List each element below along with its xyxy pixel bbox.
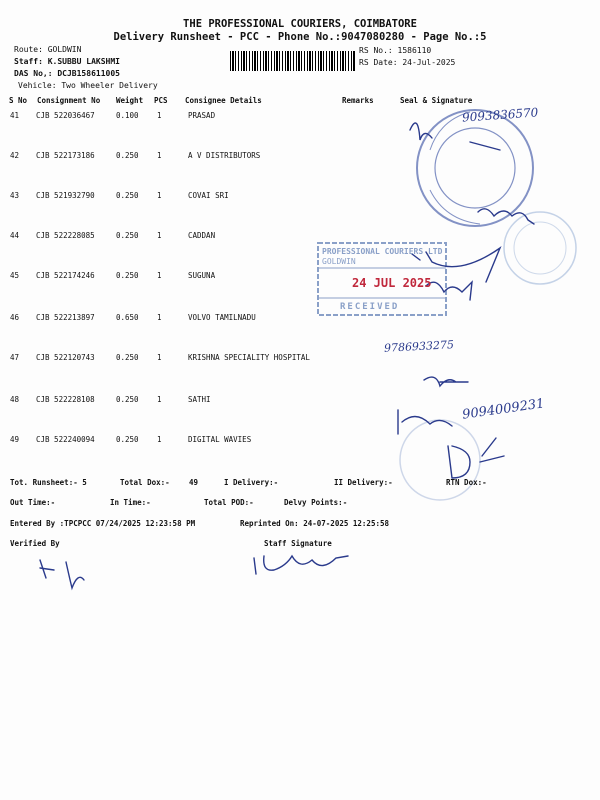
handwritten-phone-3: 9094009231 bbox=[461, 396, 546, 423]
row-weight: 0.250 bbox=[116, 231, 139, 240]
row-sno: 46 bbox=[10, 313, 20, 322]
row-pcs: 1 bbox=[157, 313, 162, 322]
row-pcs: 1 bbox=[157, 231, 162, 240]
row-pcs: 1 bbox=[157, 151, 162, 160]
signature-tick bbox=[470, 142, 500, 150]
col-pcs: PCS bbox=[154, 96, 168, 105]
row-weight: 0.250 bbox=[116, 435, 139, 444]
signature-row-48b bbox=[398, 410, 452, 434]
row-sno: 45 bbox=[10, 271, 20, 280]
row-sno: 49 bbox=[10, 435, 20, 444]
col-sno: S No bbox=[9, 96, 28, 105]
stamp-top-text: PROFESSIONAL COURIERS LTD bbox=[322, 247, 443, 256]
total-dox-label: Total Dox:- bbox=[120, 478, 170, 487]
signature-row-45 bbox=[426, 282, 472, 300]
row-sno: 48 bbox=[10, 395, 20, 404]
row-consignment: CJB 522240094 bbox=[36, 435, 95, 444]
stamp-date: 24 JUL 2025 bbox=[352, 276, 432, 290]
row-pcs: 1 bbox=[157, 435, 162, 444]
faint-seal-lower bbox=[400, 420, 480, 500]
col-consignment: Consignment No bbox=[37, 96, 101, 105]
row-consignment: CJB 522228085 bbox=[36, 231, 95, 240]
vehicle-label: Vehicle: Two Wheeler Delivery bbox=[18, 81, 158, 90]
row-consignee: SUGUNA bbox=[188, 271, 216, 280]
col-seal-signature: Seal & Signature bbox=[400, 96, 473, 105]
entered-by: Entered By :TPCPCC 07/24/2025 12:23:58 PM bbox=[10, 519, 196, 528]
in-time: In Time:- bbox=[110, 498, 151, 507]
row-pcs: 1 bbox=[157, 271, 162, 280]
row-pcs: 1 bbox=[157, 395, 162, 404]
row-weight: 0.250 bbox=[116, 395, 139, 404]
das-label: DAS No,: DCJB158611005 bbox=[14, 69, 120, 78]
row-consignment: CJB 522174246 bbox=[36, 271, 95, 280]
faint-seal bbox=[504, 212, 576, 284]
row-weight: 0.250 bbox=[116, 151, 139, 160]
row-sno: 42 bbox=[10, 151, 20, 160]
row-weight: 0.250 bbox=[116, 191, 139, 200]
row-consignment: CJB 522173186 bbox=[36, 151, 95, 160]
i-delivery: I Delivery:- bbox=[224, 478, 279, 487]
reprinted-on: Reprinted On: 24-07-2025 12:25:58 bbox=[240, 519, 390, 528]
row-sno: 41 bbox=[10, 111, 20, 120]
total-dox-value: 49 bbox=[189, 478, 199, 487]
row-consignment: CJB 522036467 bbox=[36, 111, 95, 120]
delvy-points: Delvy Points:- bbox=[284, 498, 348, 507]
rs-date: RS Date: 24-Jul-2025 bbox=[359, 58, 456, 67]
ii-delivery: II Delivery:- bbox=[334, 478, 393, 487]
row-consignment: CJB 522120743 bbox=[36, 353, 95, 362]
row-consignee: COVAI SRI bbox=[188, 191, 229, 200]
row-consignee: KRISHNA SPECIALITY HOSPITAL bbox=[188, 353, 310, 362]
row-pcs: 1 bbox=[157, 191, 162, 200]
row-weight: 0.100 bbox=[116, 111, 139, 120]
verified-by-label: Verified By bbox=[10, 539, 60, 548]
out-time: Out Time:- bbox=[10, 498, 56, 507]
row-consignment: CJB 521932790 bbox=[36, 191, 95, 200]
row-consignee: A V DISTRIBUTORS bbox=[188, 151, 261, 160]
col-remarks: Remarks bbox=[342, 96, 374, 105]
round-seal bbox=[417, 110, 533, 226]
handwritten-phone-2: 9786933275 bbox=[383, 338, 455, 355]
staff-signature-label: Staff Signature bbox=[264, 539, 332, 548]
signature-row-48 bbox=[424, 377, 468, 386]
staff-handwritten-signature bbox=[254, 556, 348, 574]
rs-number: RS No.: 1586110 bbox=[359, 46, 432, 55]
row-consignee: VOLVO TAMILNADU bbox=[188, 313, 256, 322]
staff-label: Staff: K.SUBBU LAKSHMI bbox=[14, 57, 120, 66]
faint-seal-inner bbox=[514, 222, 566, 274]
row-consignee: PRASAD bbox=[188, 111, 216, 120]
rtn-dox: RTN Dox:- bbox=[446, 478, 487, 487]
stamp-sub-text: GOLDWIN bbox=[322, 257, 356, 266]
col-consignee: Consignee Details bbox=[185, 96, 262, 105]
row-weight: 0.650 bbox=[116, 313, 139, 322]
row-consignment: CJB 522213897 bbox=[36, 313, 95, 322]
route-label: Route: GOLDWIN bbox=[14, 45, 82, 54]
row-pcs: 1 bbox=[157, 353, 162, 362]
total-pod: Total POD:- bbox=[204, 498, 254, 507]
row-weight: 0.250 bbox=[116, 353, 139, 362]
row-sno: 43 bbox=[10, 191, 20, 200]
col-weight: Weight bbox=[116, 96, 144, 105]
row-sno: 44 bbox=[10, 231, 20, 240]
row-consignment: CJB 522228108 bbox=[36, 395, 95, 404]
handwritten-phone-1: 9093836570 bbox=[461, 105, 539, 125]
runsheet-subtitle: Delivery Runsheet - PCC - Phone No.:9047080280 - Page No.:5 bbox=[113, 31, 487, 43]
stamp-bottom-text: RECEIVED bbox=[340, 302, 400, 312]
row-pcs: 1 bbox=[157, 111, 162, 120]
tot-runsheet: Tot. Runsheet:- 5 bbox=[10, 478, 87, 487]
row-weight: 0.250 bbox=[116, 271, 139, 280]
row-sno: 47 bbox=[10, 353, 20, 362]
row-consignee: CADDAN bbox=[188, 231, 216, 240]
verified-signature bbox=[40, 560, 84, 588]
row-consignee: SATHI bbox=[188, 395, 211, 404]
row-consignee: DIGITAL WAVIES bbox=[188, 435, 252, 444]
company-title: THE PROFESSIONAL COURIERS, COIMBATORE bbox=[183, 18, 417, 30]
